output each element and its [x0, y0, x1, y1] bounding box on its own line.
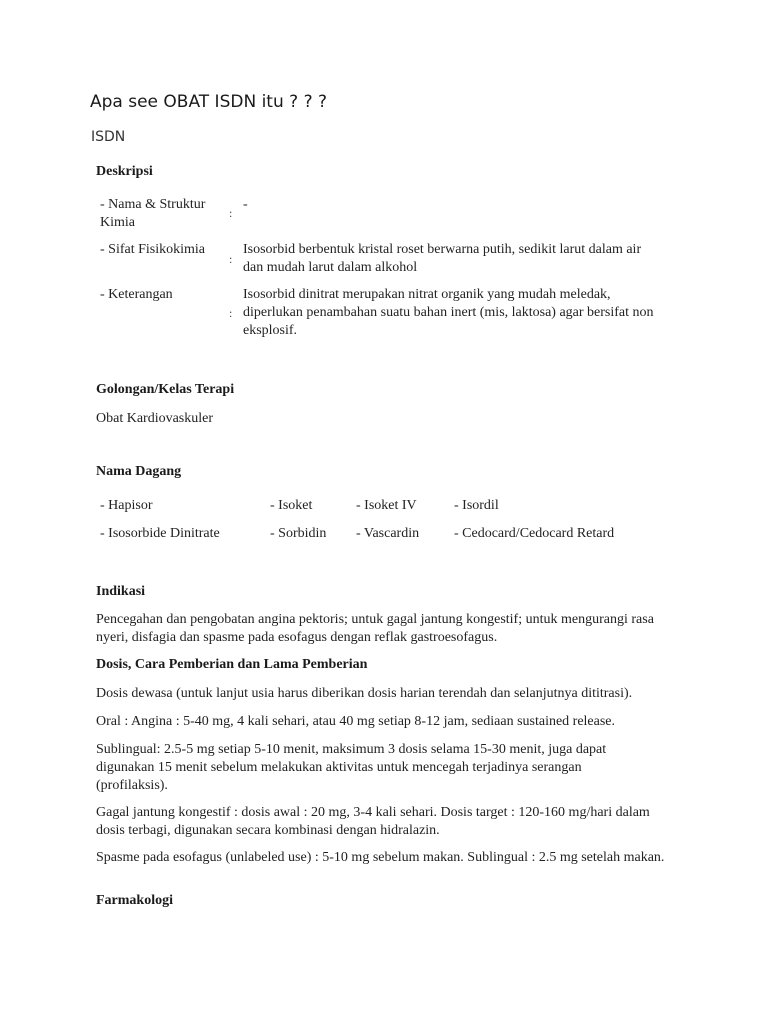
dosis-paragraph: Gagal jantung kongestif : dosis awal : 20 mg, 3-4 kali sehari. Dosis target : 120-160 mg/hari dalam dosis terbagi, digunakan secara kombinasi dengan hidralazin.	[96, 805, 650, 838]
deskripsi-value-keterangan: Isosorbid dinitrat merupakan nitrat organik yang mudah meledak, diperlukan penambahan suatu bahan inert (mis, laktosa) agar bersifat non eksplosif.	[243, 287, 654, 338]
deskripsi-separator: :	[229, 306, 233, 320]
page-subtitle: ISDN	[91, 129, 126, 145]
brand-name: - Isoket IV	[356, 498, 417, 513]
brand-name: - Isosorbide Dinitrate	[100, 526, 220, 541]
section-heading-dosis: Dosis, Cara Pemberian dan Lama Pemberian	[96, 657, 368, 672]
indikasi-text: Pencegahan dan pengobatan angina pektoris; untuk gagal jantung kongestif; untuk mengurangi rasa nyeri, disfagia dan spasme pada esofagus dengan reflak gastroesofagus.	[96, 612, 654, 645]
dosis-paragraph: Sublingual: 2.5-5 mg setiap 5-10 menit, maksimum 3 dosis selama 15-30 menit, juga dapat digunakan 15 menit sebelum melakukan aktivitas untuk mencegah terjadinya serangan (profilaksis).	[96, 742, 607, 793]
brand-name: - Isoket	[270, 498, 313, 513]
dosis-paragraph: Oral : Angina : 5-40 mg, 4 kali sehari, atau 40 mg setiap 8-12 jam, sediaan sustained release.	[96, 714, 616, 729]
deskripsi-label-nama-struktur: - Nama & Struktur Kimia	[100, 197, 206, 230]
deskripsi-separator: :	[229, 252, 233, 266]
brand-name: - Isordil	[454, 498, 499, 513]
brand-name: - Cedocard/Cedocard Retard	[454, 526, 615, 541]
deskripsi-label-sifat: - Sifat Fisikokimia	[100, 242, 205, 257]
section-heading-golongan: Golongan/Kelas Terapi	[96, 382, 235, 397]
brand-name: - Hapisor	[100, 498, 153, 513]
page-title: Apa see OBAT ISDN itu ? ? ?	[90, 92, 328, 112]
section-heading-farmakologi: Farmakologi	[96, 893, 173, 908]
section-heading-nama-dagang: Nama Dagang	[96, 464, 182, 479]
deskripsi-value-nama-struktur: -	[243, 197, 248, 212]
deskripsi-value-sifat: Isosorbid berbentuk kristal roset berwarna putih, sedikit larut dalam air dan mudah larut dalam alkohol	[243, 242, 642, 275]
section-heading-deskripsi: Deskripsi	[96, 164, 153, 179]
deskripsi-separator: :	[229, 206, 233, 220]
deskripsi-label-keterangan: - Keterangan	[100, 287, 173, 302]
dosis-paragraph: Spasme pada esofagus (unlabeled use) : 5-10 mg sebelum makan. Sublingual : 2.5 mg setelah makan.	[96, 850, 665, 865]
section-heading-indikasi: Indikasi	[96, 584, 146, 599]
brand-name: - Sorbidin	[270, 526, 327, 541]
dosis-paragraph: Dosis dewasa (untuk lanjut usia harus diberikan dosis harian terendah dan selanjutnya dititrasi).	[96, 686, 633, 701]
brand-name: - Vascardin	[356, 526, 420, 541]
golongan-text: Obat Kardiovaskuler	[96, 411, 214, 426]
